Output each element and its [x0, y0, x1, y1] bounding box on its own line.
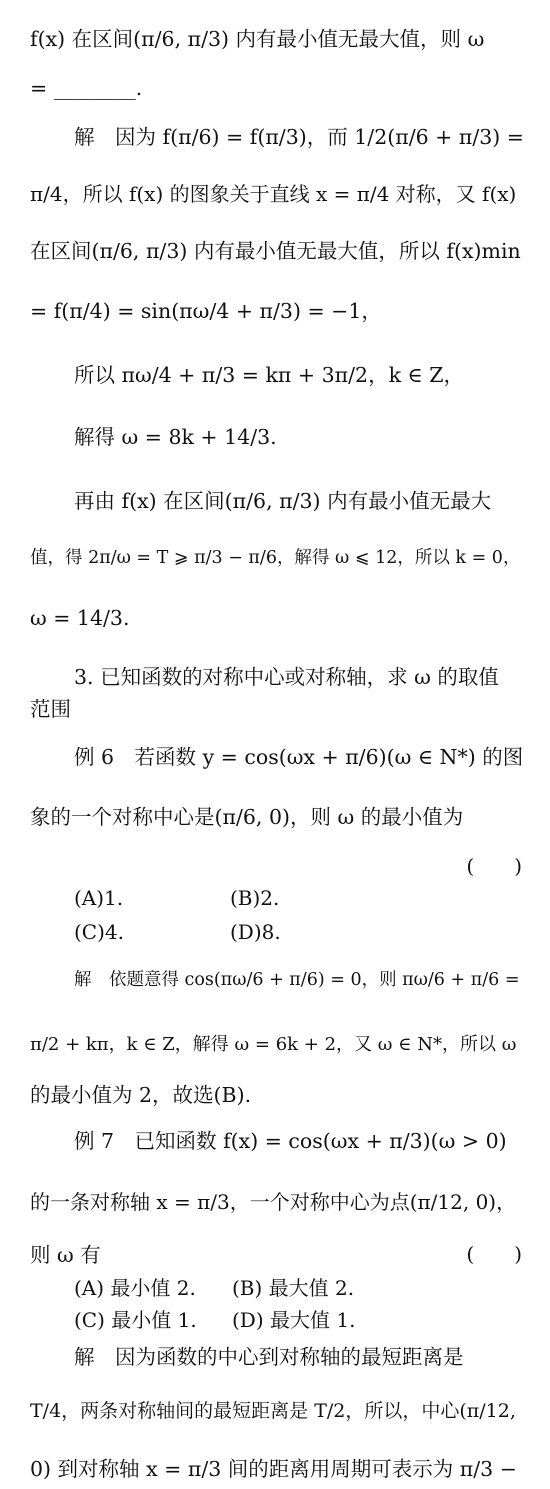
text-line: 的一条对称轴 x = π/3，一个对称中心为点(π/12, 0)， — [30, 1190, 517, 1214]
section-heading: 范围 — [30, 697, 71, 721]
option-b: (B) 最大值 2. — [232, 1276, 355, 1300]
answer-bracket: ( ) — [466, 1242, 522, 1266]
text-line: 的最小值为 2，故选(B). — [30, 1083, 252, 1107]
text-line: = f(π/4) = sin(πω/4 + π/3) = −1， — [30, 299, 382, 323]
option-c: (C) 最小值 1. — [74, 1308, 197, 1332]
text-line: 值，得 2π/ω = T ⩾ π/3 − π/6，解得 ω ⩽ 12，所以 k = 0， — [30, 548, 521, 568]
text-line: π/2 + kπ，k ∈ Z，解得 ω = 6k + 2，又 ω ∈ N*，所以 ω — [30, 1034, 517, 1055]
section-heading: 3. 已知函数的对称中心或对称轴，求 ω 的取值 — [74, 665, 499, 689]
option-d: (D) 最大值 1. — [232, 1308, 356, 1332]
option-b: (B)2. — [230, 886, 280, 910]
text-line: 则 ω 有 — [30, 1243, 101, 1267]
text-line: 解 因为函数的中心到对称轴的最短距离是 — [74, 1345, 464, 1369]
text-line: 所以 πω/4 + π/3 = kπ + 3π/2，k ∈ Z， — [74, 363, 464, 387]
text-line: 再由 f(x) 在区间(π/6, π/3) 内有最小值无最大 — [74, 489, 492, 513]
text-line: 解 依题意得 cos(πω/6 + π/6) = 0，则 πω/6 + π/6 = — [74, 970, 520, 990]
text-line: 解得 ω = 8k + 14/3. — [74, 425, 277, 449]
text-line: 在区间(π/6, π/3) 内有最小值无最大值，所以 f(x)min — [30, 239, 521, 263]
option-a: (A)1. — [74, 886, 124, 910]
text-line: 解 因为 f(π/6) = f(π/3)，而 1/2(π/6 + π/3) = — [74, 125, 524, 149]
text-line: 象的一个对称中心是(π/6, 0)，则 ω 的最小值为 — [30, 805, 464, 829]
example-heading: 例 7 已知函数 f(x) = cos(ωx + π/3)(ω > 0) — [74, 1129, 507, 1153]
text-line: ω = 14/3. — [30, 606, 130, 630]
option-c: (C)4. — [74, 920, 124, 944]
text-line: f(x) 在区间(π/6, π/3) 内有最小值无最大值，则 ω — [30, 27, 485, 51]
text-line: 0) 到对称轴 x = π/3 间的距离用周期可表示为 π/3 − — [30, 1457, 517, 1481]
option-d: (D)8. — [230, 920, 281, 944]
text-line: = ________. — [30, 76, 143, 100]
example-heading: 例 6 若函数 y = cos(ωx + π/6)(ω ∈ N*) 的图 — [74, 745, 524, 769]
text-line: T/4，两条对称轴间的最短距离是 T/2，所以，中心(π/12, — [30, 1400, 516, 1422]
answer-bracket: ( ) — [466, 854, 522, 878]
text-line: π/4，所以 f(x) 的图象关于直线 x = π/4 对称，又 f(x) — [30, 182, 517, 206]
option-a: (A) 最小值 2. — [74, 1276, 196, 1300]
